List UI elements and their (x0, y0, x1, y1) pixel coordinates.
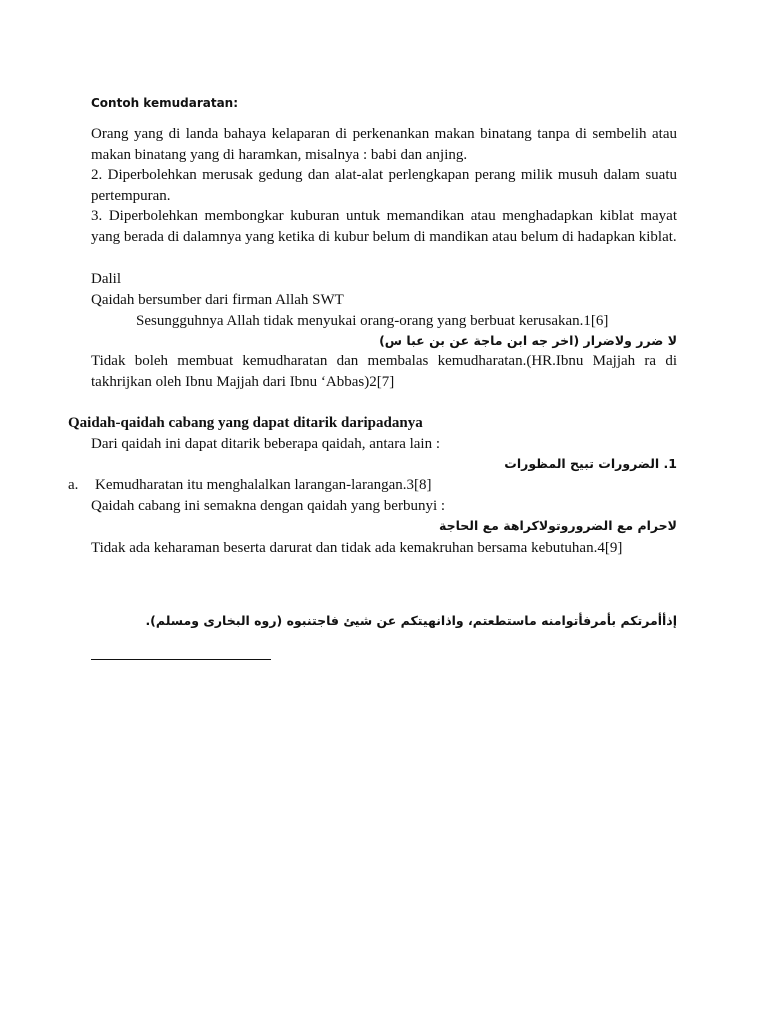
cabang-intro: Dari qaidah ini dapat ditarik beberapa qaidah, antara lain : (91, 436, 441, 452)
arabic-hadith: لا ضرر ولاضرار (اخر جه ابن ماجة عن بن عبا س) (379, 333, 677, 348)
verse-translation: Sesungguhnya Allah tidak menyukai orang-orang yang berbuat kerusakan.1[6] (136, 313, 609, 329)
hadith-translation: Tidak boleh membuat kemudharatan dan membalas kemudharatan.(HR.Ibnu Majjah ra di takhrijkan oleh Ibnu Majjah dari Ibnu ‘Abbas)2[7] (91, 353, 677, 390)
footnote-separator (91, 659, 271, 660)
arabic-rule-1: 1. الضرورات تبيح المظورات (504, 456, 677, 471)
cabang-semakna: Qaidah cabang ini semakna dengan qaidah yang berbunyi : (91, 498, 446, 514)
label-dalil: Dalil (91, 271, 121, 287)
arabic-footnote-hadith: إذأأمرتكم بأمرفأتوامنه ماستطعتم، واذانهيتكم عن شيئ فاجتنبوه (روه البخارى ومسلم). (145, 613, 677, 628)
paragraph-example-2: 2. Diperbolehkan merusak gedung dan alat-alat perlengkapan perang milik musuh dalam suatu pertempuran. (91, 167, 677, 204)
arabic-rule-2: لاحرام مع الضروروتولاكراهة مع الحاجة (439, 518, 677, 533)
heading-qaidah-cabang: Qaidah-qaidah cabang yang dapat ditarik daripadanya (68, 415, 423, 431)
qaidah-source: Qaidah bersumber dari firman Allah SWT (91, 292, 344, 308)
paragraph-example-3: 3. Diperbolehkan membongkar kuburan untuk memandikan atau menghadapkan kiblat mayat yang berada di dalamnya yang ketika di kubur belum di mandikan atau belum di hadapkan kiblat. (91, 208, 677, 245)
paragraph-example-1: Orang yang di landa bahaya kelaparan di perkenankan makan binatang tanpa di sembelih atau makan binatang yang di haramkan, misalnya : babi dan anjing. (91, 126, 677, 163)
heading-contoh-kemudaratan: Contoh kemudaratan: (91, 96, 239, 110)
list-item-a-text: Kemudharatan itu menghalalkan larangan-larangan.3[8] (95, 477, 432, 493)
rule-2-translation: Tidak ada keharaman beserta darurat dan tidak ada kemakruhan bersama kebutuhan.4[9] (91, 540, 623, 556)
list-marker-a: a. (68, 477, 79, 493)
